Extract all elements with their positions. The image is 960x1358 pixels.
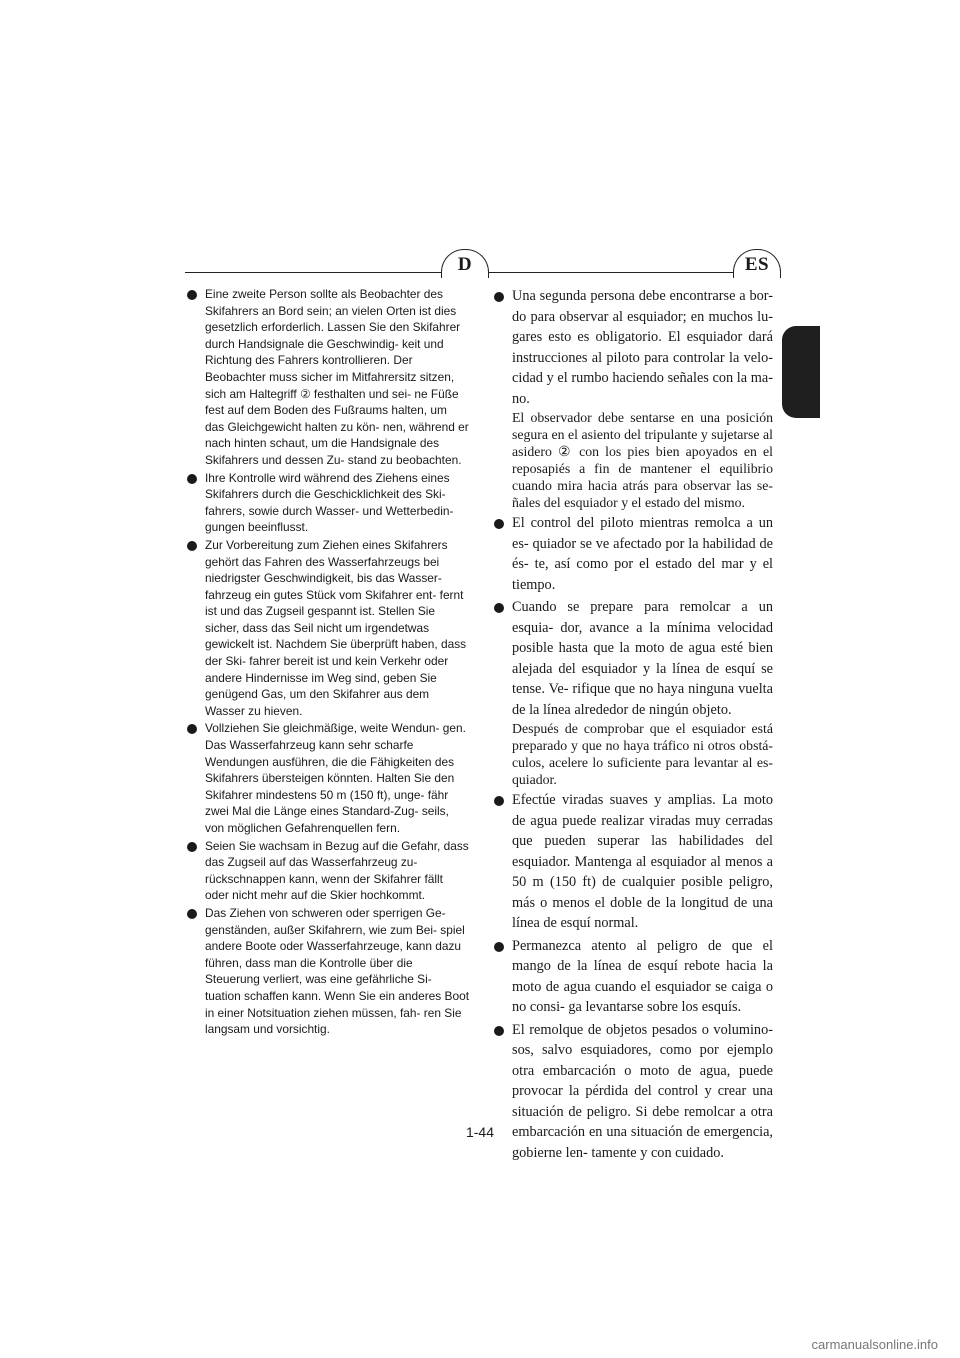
text-line: do para observar al esquiador; en muchos lu- — [512, 308, 773, 325]
text-line: genständen, außer Skifahrern, wie zum Bei- — [205, 922, 437, 937]
text-line: al asidero ② con los pies bien apoyados en el — [512, 427, 773, 459]
text-line: gewickelt ist. — [205, 637, 273, 652]
text-line: keit und Richtung des Fahrers kontrollieren. — [205, 336, 444, 368]
text-line: spiel andere Boote oder Wasserfahrzeuge, — [205, 922, 465, 954]
text-line: Vollziehen Sie gleichmäßige, weite Wendun- — [205, 721, 440, 736]
bullet-item — [187, 470, 469, 536]
bullet-item — [494, 790, 773, 934]
text-line: Efectúe viradas suaves y amplias. La moto de — [512, 792, 773, 829]
text-line: de la línea de esquí rebote hacia la moto de — [512, 958, 773, 995]
text-line: fernt ist und das Zugseil gespannt ist. Stellen — [205, 587, 464, 619]
text-line: nen, während er nach hinten schaut, um die — [205, 419, 469, 451]
bullet-item — [494, 1020, 773, 1164]
bullet-text — [205, 470, 469, 536]
bullet-text — [205, 720, 469, 836]
bullet-text — [512, 597, 773, 720]
text-line: esquí normal. — [560, 915, 639, 931]
text-line: Gas, um den Skifahrer aus dem Wasser zu — [205, 687, 430, 718]
spanish-column — [494, 286, 773, 1165]
text-line: Permanezca atento al peligro de que el mango — [512, 937, 773, 974]
german-column — [187, 286, 469, 1039]
bullet-text — [512, 936, 773, 1018]
bullet-icon — [187, 909, 197, 919]
bullet-item — [187, 838, 469, 904]
section-thumb-tab — [782, 326, 820, 418]
text-line: Handsignale des Skifahrers und dessen Zu- — [205, 436, 440, 467]
bullet-text — [205, 286, 469, 469]
text-line: ñales del esquiador y el estado del mismo. — [512, 495, 745, 510]
bullet-text — [512, 286, 773, 409]
text-line: gungen beeinflusst. — [205, 520, 309, 535]
text-line: Skifahrers an Bord sein; an vielen Orten ist — [205, 303, 432, 318]
text-line: no. — [512, 390, 530, 407]
text-line: kann dazu führen, dass man die Kontrolle über — [205, 939, 462, 970]
bullet-icon — [187, 474, 197, 484]
page-number: 1-44 — [465, 1124, 495, 1140]
text-line: embarcación o moto de agua, puede provocar — [512, 1062, 773, 1099]
bullet-icon — [494, 603, 504, 613]
text-line: Wendungen ausführen, die die Fähigkeiten — [205, 754, 432, 769]
text-line: El control del piloto mientras remolca a un es- — [512, 515, 773, 552]
text-line: en una situación de emergencia, gobierne len- — [512, 1124, 773, 1161]
bullet-item — [187, 720, 469, 836]
text-line: Boot in einer Notsituation ziehen müssen, fah- — [205, 988, 469, 1020]
text-line: Skifahrer durch Handsignale die Geschwindig- — [205, 320, 461, 351]
bullet-item — [494, 513, 773, 595]
text-line: die Steuerung verliert, was eine gefährliche Si- — [205, 955, 432, 987]
text-line: dass das Zugseil auf das Wasserfahrzeug zu- — [205, 838, 469, 870]
text-line: tamente y con cuidado. — [591, 1144, 725, 1161]
text-line: te, así como por el estado del mar y el tiempo. — [512, 556, 774, 593]
bullet-text — [205, 905, 469, 1038]
text-line: fahrer bereit ist und kein Verkehr oder andere — [205, 654, 449, 685]
text-line: quiador. — [512, 772, 557, 787]
text-line: Hindernisse im Weg sind, geben Sie genügend — [205, 670, 437, 702]
text-line: fahrzeug ein gutes Stück vom Skifahrer ent- — [205, 587, 437, 602]
text-line: cuando mira hacia atrás para observar las se- — [512, 478, 773, 493]
text-line: Skifahrers durch die Geschicklichkeit des Ski- — [205, 487, 446, 502]
text-line: Una segunda persona debe encontrarse a bor- — [512, 288, 773, 304]
bullet-text — [205, 838, 469, 904]
bullet-icon — [187, 290, 197, 300]
text-line: ren Sie langsam und vorsichtig. — [205, 1005, 462, 1037]
bullet-item — [494, 936, 773, 1018]
text-line: agua puede realizar viradas muy cerradas que — [512, 812, 773, 849]
bullet-text — [512, 1020, 773, 1164]
text-line: den Skifahrer mindestens 50 m (150 ft), unge- — [205, 771, 455, 802]
text-line: hieven. — [264, 703, 303, 718]
text-line: Zur Vorbereitung zum Ziehen eines Skifahrers — [205, 537, 448, 552]
bullet-text — [512, 513, 773, 595]
text-line: segura en el asiento del tripulante y sujetarse — [512, 427, 760, 442]
text-line: El observador debe sentarse en una posición — [512, 410, 773, 425]
text-line: alrededor de ningún objeto. — [574, 701, 732, 718]
text-line: hasta que la moto de agua esté bien alejada — [512, 640, 773, 677]
text-line: instrucciones al piloto para controlar la velo- — [512, 349, 773, 366]
text-line: ga levantarse sobre los esquís. — [568, 999, 742, 1015]
text-line: halten, um das Gleichgewicht halten zu kön- — [205, 403, 447, 434]
bullet-icon — [187, 724, 197, 734]
text-line: ne Füße fest auf dem Boden des Fußraums — [205, 386, 459, 418]
bullet-icon — [494, 519, 504, 529]
text-line: Sie sicher, dass das Seil nicht um irgendetwas — [205, 604, 436, 635]
text-line: fähr zwei Mal die Länge eines Standard-Zug- — [205, 787, 449, 819]
bullet-text — [512, 790, 773, 934]
text-line: niedrigster Geschwindigkeit, bis das Wasser- — [205, 571, 442, 586]
text-line: menos el doble de la longitud de una línea de — [512, 894, 773, 931]
text-line: seils, von möglichen Gefahrenquellen fern. — [205, 804, 449, 835]
text-line: El remolque de objetos pesados o volumino- — [512, 1021, 773, 1038]
bullet-item — [187, 905, 469, 1038]
text-line: agua cuando el esquiador se caiga o no consi- — [512, 978, 773, 1015]
text-line: rifique que no haya ninguna vuelta de la línea — [512, 681, 773, 718]
text-line: Ihre Kontrolle wird während des Ziehens eines — [205, 470, 450, 485]
bullet-item — [187, 537, 469, 720]
text-line: sos, salvo esquiadores, como por ejemplo otra — [512, 1042, 773, 1079]
text-line: preparado y que no haya tráfico ni otros obstá- — [512, 738, 773, 753]
text-line: pueden superar las habilidades del esquiador. — [512, 833, 773, 870]
text-line: stand zu beobachten. — [347, 452, 462, 467]
text-line: Cuando se prepare para remolcar a un esquia- — [512, 599, 773, 636]
watermark: carmanualsonline.info — [811, 1337, 938, 1352]
bullet-icon — [494, 1026, 504, 1036]
text-line: Seien Sie wachsam in Bezug auf die Gefahr, — [205, 838, 441, 853]
bullet-item — [187, 286, 469, 469]
text-line: rückschnappen kann, wenn der Skifahrer fällt — [205, 871, 443, 886]
text-line: dor, avance a la mínima velocidad posible — [512, 619, 774, 656]
language-badge-german: D — [441, 249, 489, 278]
bullet-icon — [494, 796, 504, 806]
text-line: cidad y el rumbo haciendo señales con la ma- — [512, 370, 773, 386]
text-line: Das Ziehen von schweren oder sperrigen Ge- — [205, 905, 446, 920]
bullet-icon — [494, 292, 504, 302]
text-line: Nachdem Sie überprüft haben, dass der Ski- — [205, 637, 467, 669]
bullet-text — [205, 537, 469, 720]
text-line: oder nicht mehr auf die Skier hochkommt. — [205, 888, 426, 903]
bullet-item — [494, 286, 773, 511]
bullet-item — [494, 597, 773, 788]
sub-paragraph — [512, 720, 773, 788]
text-line: gehört das Fahren des Wasserfahrzeugs bei — [205, 554, 440, 569]
text-line: (150 ft) de cualquier posible peligro, más o — [512, 874, 774, 911]
language-badge-spanish: ES — [733, 249, 781, 278]
sub-paragraph — [512, 409, 773, 511]
text-line: fahrers, sowie durch Wasser- und Wetterbedin- — [205, 503, 454, 518]
text-line: reposapiés a fin de mantener el equilibrio — [512, 461, 773, 476]
bullet-icon — [494, 942, 504, 952]
text-line: la pérdida del control y crear una situación de — [512, 1083, 774, 1120]
text-line: gen. Das Wasserfahrzeug kann sehr scharfe — [205, 721, 466, 753]
text-line: dies gesetzlich erforderlich. Lassen Sie den — [205, 303, 457, 335]
bullet-icon — [187, 541, 197, 551]
text-line: sitzen, sich am Haltegriff ② festhalten und sei- — [205, 369, 455, 401]
text-line: des Skifahrers übersteigen könnten. Halten Sie — [205, 754, 455, 786]
text-line: gares esto es obligatorio. El esquiador dará — [512, 329, 773, 345]
text-line: Der Beobachter muss sicher im Mitfahrersitz — [205, 353, 417, 384]
text-line: Después de comprobar que el esquiador está — [512, 721, 773, 736]
text-line: Eine zweite Person sollte als Beobachter des — [205, 287, 443, 301]
text-line: culos, acelere lo suficiente para levantar al es- — [512, 755, 773, 770]
text-line: quiador se ve afectado por la habilidad de és- — [512, 535, 773, 572]
text-line: tuation schaffen kann. Wenn Sie ein anderes — [205, 988, 442, 1003]
text-line: del esquiador y la línea de esquí se tense. Ve- — [512, 660, 773, 697]
text-line: Mantenga al esquiador al menos a 50 m — [512, 853, 773, 890]
text-line: peligro. Si debe remolcar a otra embarcación — [512, 1103, 774, 1140]
bullet-icon — [187, 842, 197, 852]
